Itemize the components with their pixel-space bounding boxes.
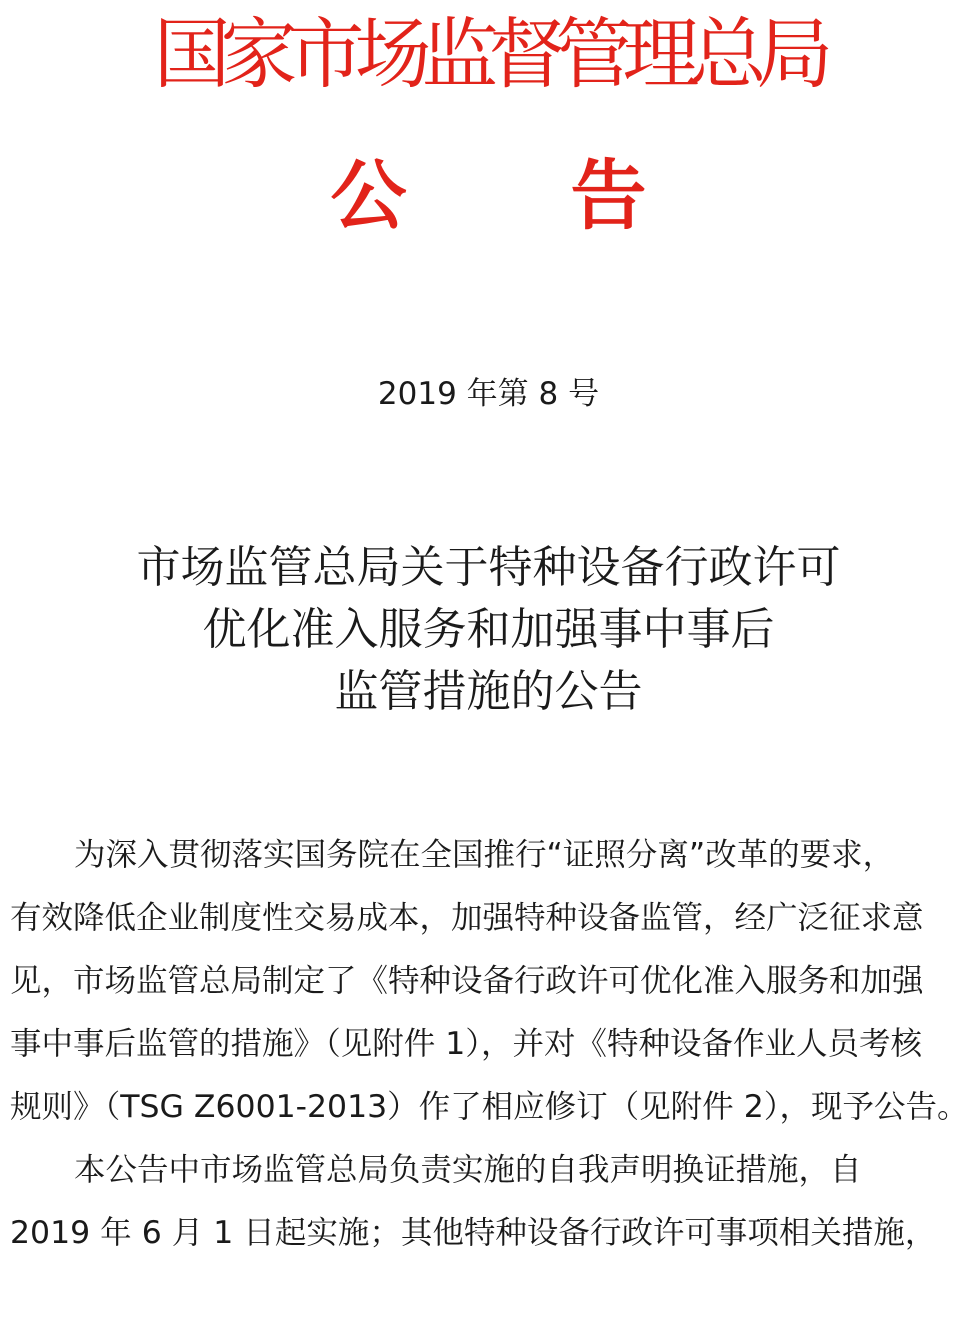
paragraph-line: 为深入贯彻落实国务院在全国推行“证照分离”改革的要求， [74,837,895,873]
paragraph-line: 有效降低企业制度性交易成本，加强特种设备监管，经广泛征求意 [10,900,924,936]
document-type-char-left: 公 [330,151,407,240]
document-title [0,537,977,723]
document-type-char-right: 告 [570,151,647,240]
paragraph-line: 本公告中市场监管总局负责实施的自我声明换证措施，自 [74,1152,862,1188]
paragraph-line: 事中事后监管的措施》（见附件 1），并对《特种设备作业人员考核 [10,1026,923,1062]
title-line: 监管措施的公告 [334,666,643,717]
paragraph-line: 2019 年 6 月 1 日起实施；其他特种设备行政许可事项相关措施， [10,1215,937,1251]
title-line: 市场监管总局关于特种设备行政许可 [136,542,841,593]
paragraph-line: 规则》（TSG Z6001-2013）作了相应修订（见附件 2），现予公告。 [10,1089,969,1125]
document-number: 2019 年第 8 号 [377,376,600,412]
title-line: 优化准入服务和加强事中事后 [202,604,775,655]
issuing-organization-header: 国家市场监督管理总局 [153,11,824,100]
document-type-heading [0,146,977,246]
paragraph-line: 见，市场监管总局制定了《特种设备行政许可优化准入服务和加强 [10,963,924,999]
document-body [10,824,970,1265]
